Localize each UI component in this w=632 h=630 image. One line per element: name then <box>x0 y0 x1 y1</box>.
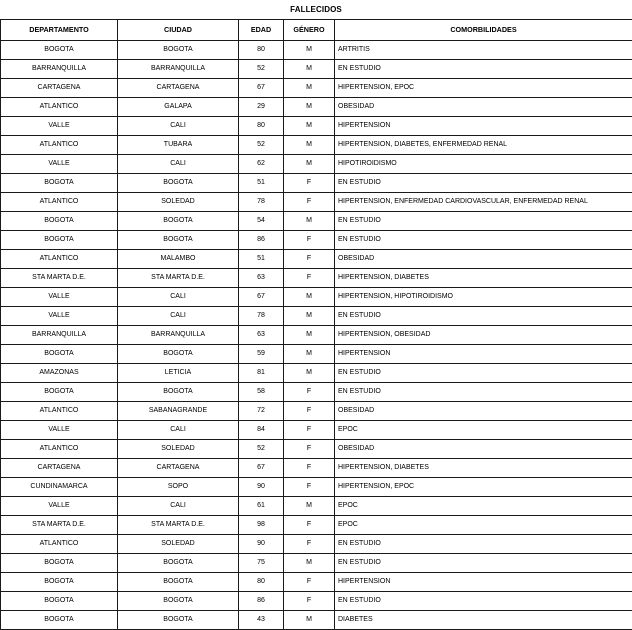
comorbilidades-cell: HIPERTENSION, EPOC <box>335 478 632 497</box>
departamento-cell: CARTAGENA <box>1 459 118 478</box>
comorbilidades-cell: EN ESTUDIO <box>335 383 632 402</box>
header-row <box>1 20 632 41</box>
table-row <box>1 155 632 174</box>
ciudad-cell: STA MARTA D.E. <box>118 269 239 288</box>
comorbilidades-cell: HIPERTENSION, DIABETES <box>335 269 632 288</box>
departamento-cell: ATLANTICO <box>1 250 118 269</box>
genero-cell: M <box>284 288 335 307</box>
departamento-cell: BOGOTA <box>1 345 118 364</box>
ciudad-cell: BOGOTA <box>118 554 239 573</box>
departamento-cell: BOGOTA <box>1 611 118 630</box>
column-header-edad: EDAD <box>239 20 284 41</box>
column-header-comorbilidades: COMORBILIDADES <box>335 20 632 41</box>
edad-cell: 78 <box>239 193 284 212</box>
departamento-cell: ATLANTICO <box>1 193 118 212</box>
genero-cell: F <box>284 573 335 592</box>
comorbilidades-cell: EN ESTUDIO <box>335 212 632 231</box>
column-header-departamento: DEPARTAMENTO <box>1 20 118 41</box>
genero-cell: M <box>284 136 335 155</box>
edad-cell: 86 <box>239 592 284 611</box>
comorbilidades-cell: HIPERTENSION, DIABETES, ENFERMEDAD RENAL <box>335 136 632 155</box>
comorbilidades-cell: OBESIDAD <box>335 402 632 421</box>
ciudad-cell: BOGOTA <box>118 592 239 611</box>
table-body <box>1 41 632 630</box>
genero-cell: M <box>284 60 335 79</box>
departamento-cell: BOGOTA <box>1 554 118 573</box>
edad-cell: 80 <box>239 117 284 136</box>
departamento-cell: BOGOTA <box>1 174 118 193</box>
table-row <box>1 79 632 98</box>
table-row <box>1 288 632 307</box>
genero-cell: F <box>284 421 335 440</box>
table-row <box>1 459 632 478</box>
departamento-cell: VALLE <box>1 307 118 326</box>
table-row <box>1 497 632 516</box>
genero-cell: F <box>284 478 335 497</box>
departamento-cell: ATLANTICO <box>1 136 118 155</box>
edad-cell: 29 <box>239 98 284 117</box>
departamento-cell: BOGOTA <box>1 573 118 592</box>
ciudad-cell: SOLEDAD <box>118 440 239 459</box>
comorbilidades-cell: HIPERTENSION, EPOC <box>335 79 632 98</box>
table-row <box>1 345 632 364</box>
genero-cell: M <box>284 41 335 60</box>
comorbilidades-cell: HIPERTENSION, HIPOTIROIDISMO <box>335 288 632 307</box>
edad-cell: 61 <box>239 497 284 516</box>
comorbilidades-cell: OBESIDAD <box>335 98 632 117</box>
edad-cell: 75 <box>239 554 284 573</box>
genero-cell: M <box>284 98 335 117</box>
comorbilidades-cell: EN ESTUDIO <box>335 231 632 250</box>
table-row <box>1 174 632 193</box>
ciudad-cell: CALI <box>118 421 239 440</box>
ciudad-cell: BOGOTA <box>118 345 239 364</box>
ciudad-cell: SABANAGRANDE <box>118 402 239 421</box>
ciudad-cell: BOGOTA <box>118 231 239 250</box>
table-row <box>1 250 632 269</box>
comorbilidades-cell: EPOC <box>335 421 632 440</box>
departamento-cell: BOGOTA <box>1 41 118 60</box>
edad-cell: 59 <box>239 345 284 364</box>
departamento-cell: AMAZONAS <box>1 364 118 383</box>
ciudad-cell: BOGOTA <box>118 611 239 630</box>
genero-cell: F <box>284 174 335 193</box>
table-title: FALLECIDOS <box>0 0 632 19</box>
ciudad-cell: CARTAGENA <box>118 459 239 478</box>
edad-cell: 90 <box>239 535 284 554</box>
table-row <box>1 383 632 402</box>
departamento-cell: VALLE <box>1 421 118 440</box>
genero-cell: F <box>284 250 335 269</box>
comorbilidades-cell: HIPERTENSION <box>335 345 632 364</box>
table-row <box>1 231 632 250</box>
edad-cell: 98 <box>239 516 284 535</box>
comorbilidades-cell: HIPOTIROIDISMO <box>335 155 632 174</box>
table-row <box>1 98 632 117</box>
table-row <box>1 421 632 440</box>
ciudad-cell: BARRANQUILLA <box>118 326 239 345</box>
comorbilidades-cell: HIPERTENSION, OBESIDAD <box>335 326 632 345</box>
ciudad-cell: BARRANQUILLA <box>118 60 239 79</box>
comorbilidades-cell: HIPERTENSION, DIABETES <box>335 459 632 478</box>
departamento-cell: VALLE <box>1 117 118 136</box>
departamento-cell: BOGOTA <box>1 231 118 250</box>
table-row <box>1 364 632 383</box>
table-row <box>1 326 632 345</box>
departamento-cell: VALLE <box>1 288 118 307</box>
ciudad-cell: BOGOTA <box>118 174 239 193</box>
genero-cell: F <box>284 535 335 554</box>
comorbilidades-cell: ARTRITIS <box>335 41 632 60</box>
table-row <box>1 478 632 497</box>
comorbilidades-cell: EN ESTUDIO <box>335 535 632 554</box>
comorbilidades-cell: HIPERTENSION, ENFERMEDAD CARDIOVASCULAR, ENFERMEDAD RENAL <box>335 193 632 212</box>
edad-cell: 86 <box>239 231 284 250</box>
edad-cell: 72 <box>239 402 284 421</box>
genero-cell: M <box>284 155 335 174</box>
table-row <box>1 117 632 136</box>
edad-cell: 67 <box>239 288 284 307</box>
ciudad-cell: CALI <box>118 288 239 307</box>
genero-cell: M <box>284 364 335 383</box>
edad-cell: 81 <box>239 364 284 383</box>
ciudad-cell: SOLEDAD <box>118 193 239 212</box>
ciudad-cell: SOLEDAD <box>118 535 239 554</box>
comorbilidades-cell: EN ESTUDIO <box>335 307 632 326</box>
edad-cell: 63 <box>239 326 284 345</box>
table-row <box>1 440 632 459</box>
genero-cell: M <box>284 611 335 630</box>
genero-cell: M <box>284 554 335 573</box>
genero-cell: M <box>284 326 335 345</box>
edad-cell: 63 <box>239 269 284 288</box>
table-row <box>1 535 632 554</box>
edad-cell: 67 <box>239 79 284 98</box>
ciudad-cell: BOGOTA <box>118 212 239 231</box>
departamento-cell: VALLE <box>1 497 118 516</box>
comorbilidades-cell: HIPERTENSION <box>335 117 632 136</box>
ciudad-cell: CALI <box>118 307 239 326</box>
column-header-ciudad: CIUDAD <box>118 20 239 41</box>
edad-cell: 84 <box>239 421 284 440</box>
genero-cell: F <box>284 459 335 478</box>
departamento-cell: VALLE <box>1 155 118 174</box>
fallecidos-table <box>0 19 632 630</box>
table-row <box>1 193 632 212</box>
table-row <box>1 136 632 155</box>
departamento-cell: CARTAGENA <box>1 79 118 98</box>
table-row <box>1 41 632 60</box>
ciudad-cell: TUBARA <box>118 136 239 155</box>
column-header-genero: GÉNERO <box>284 20 335 41</box>
departamento-cell: ATLANTICO <box>1 98 118 117</box>
table-row <box>1 611 632 630</box>
ciudad-cell: CALI <box>118 117 239 136</box>
genero-cell: M <box>284 117 335 136</box>
table-row <box>1 269 632 288</box>
genero-cell: M <box>284 212 335 231</box>
genero-cell: M <box>284 497 335 516</box>
genero-cell: M <box>284 345 335 364</box>
departamento-cell: BOGOTA <box>1 592 118 611</box>
edad-cell: 52 <box>239 136 284 155</box>
departamento-cell: BARRANQUILLA <box>1 326 118 345</box>
ciudad-cell: BOGOTA <box>118 573 239 592</box>
comorbilidades-cell: EPOC <box>335 497 632 516</box>
comorbilidades-cell: OBESIDAD <box>335 250 632 269</box>
ciudad-cell: STA MARTA D.E. <box>118 516 239 535</box>
departamento-cell: BOGOTA <box>1 383 118 402</box>
comorbilidades-cell: EN ESTUDIO <box>335 174 632 193</box>
edad-cell: 43 <box>239 611 284 630</box>
ciudad-cell: GALAPA <box>118 98 239 117</box>
table-row <box>1 516 632 535</box>
edad-cell: 80 <box>239 41 284 60</box>
departamento-cell: ATLANTICO <box>1 402 118 421</box>
genero-cell: F <box>284 402 335 421</box>
genero-cell: F <box>284 592 335 611</box>
table-row <box>1 307 632 326</box>
comorbilidades-cell: EN ESTUDIO <box>335 592 632 611</box>
comorbilidades-cell: OBESIDAD <box>335 440 632 459</box>
departamento-cell: BARRANQUILLA <box>1 60 118 79</box>
edad-cell: 90 <box>239 478 284 497</box>
ciudad-cell: SOPO <box>118 478 239 497</box>
table-row <box>1 592 632 611</box>
genero-cell: F <box>284 383 335 402</box>
ciudad-cell: BOGOTA <box>118 41 239 60</box>
ciudad-cell: CALI <box>118 155 239 174</box>
departamento-cell: STA MARTA D.E. <box>1 269 118 288</box>
genero-cell: M <box>284 79 335 98</box>
table-row <box>1 60 632 79</box>
edad-cell: 80 <box>239 573 284 592</box>
edad-cell: 62 <box>239 155 284 174</box>
table-row <box>1 402 632 421</box>
comorbilidades-cell: EN ESTUDIO <box>335 60 632 79</box>
ciudad-cell: CARTAGENA <box>118 79 239 98</box>
table-row <box>1 212 632 231</box>
edad-cell: 52 <box>239 60 284 79</box>
ciudad-cell: LETICIA <box>118 364 239 383</box>
genero-cell: M <box>284 307 335 326</box>
genero-cell: F <box>284 516 335 535</box>
table-row <box>1 554 632 573</box>
edad-cell: 51 <box>239 250 284 269</box>
comorbilidades-cell: EN ESTUDIO <box>335 364 632 383</box>
comorbilidades-cell: EPOC <box>335 516 632 535</box>
ciudad-cell: BOGOTA <box>118 383 239 402</box>
edad-cell: 78 <box>239 307 284 326</box>
departamento-cell: ATLANTICO <box>1 535 118 554</box>
comorbilidades-cell: EN ESTUDIO <box>335 554 632 573</box>
edad-cell: 67 <box>239 459 284 478</box>
edad-cell: 51 <box>239 174 284 193</box>
comorbilidades-cell: DIABETES <box>335 611 632 630</box>
departamento-cell: STA MARTA D.E. <box>1 516 118 535</box>
genero-cell: F <box>284 193 335 212</box>
ciudad-cell: CALI <box>118 497 239 516</box>
edad-cell: 54 <box>239 212 284 231</box>
genero-cell: F <box>284 269 335 288</box>
comorbilidades-cell: HIPERTENSION <box>335 573 632 592</box>
table-row <box>1 573 632 592</box>
genero-cell: F <box>284 231 335 250</box>
edad-cell: 52 <box>239 440 284 459</box>
departamento-cell: ATLANTICO <box>1 440 118 459</box>
edad-cell: 58 <box>239 383 284 402</box>
departamento-cell: BOGOTA <box>1 212 118 231</box>
ciudad-cell: MALAMBO <box>118 250 239 269</box>
departamento-cell: CUNDINAMARCA <box>1 478 118 497</box>
genero-cell: F <box>284 440 335 459</box>
